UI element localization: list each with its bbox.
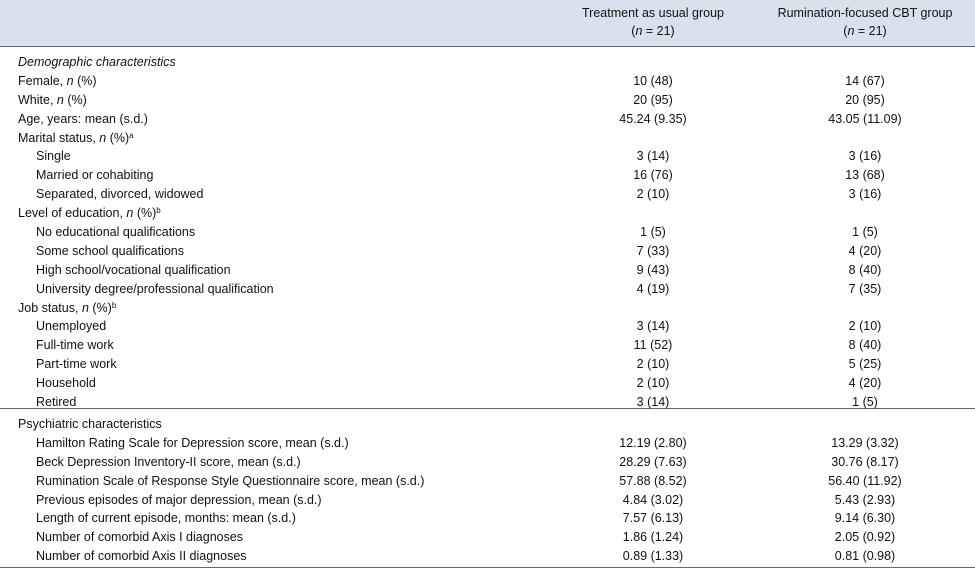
row-label xyxy=(36,261,231,280)
cell-rumination-cbt: 3 (16) xyxy=(848,187,882,202)
cell-treatment-as-usual: 45.24 (9.35) xyxy=(619,111,687,126)
row-label-text: Rumination Scale of Response Style Questionnaire score, mean (s.d.) xyxy=(36,473,425,488)
section-title: Psychiatric characteristics xyxy=(18,417,162,431)
table-row xyxy=(0,547,975,566)
n-value: 21 xyxy=(656,24,671,38)
row-label xyxy=(36,355,117,374)
column-title: Rumination-focused CBT group xyxy=(777,6,953,20)
row-label-text: Previous episodes of major depression, mean (s.d.) xyxy=(36,492,322,507)
table-row xyxy=(0,72,975,91)
cell-treatment-as-usual: 0.89 (1.33) xyxy=(622,549,684,564)
table-row xyxy=(0,261,975,280)
section-title-row xyxy=(0,53,975,72)
row-label xyxy=(18,299,116,318)
n-symbol: n xyxy=(99,130,107,145)
cell-treatment-as-usual: 7 (33) xyxy=(636,243,670,258)
table-header xyxy=(0,0,975,47)
row-label xyxy=(36,528,243,547)
row-label xyxy=(36,453,301,472)
n-symbol: n xyxy=(66,73,74,88)
row-label-suffix: (%) xyxy=(73,73,97,88)
row-label xyxy=(36,317,106,336)
cell-treatment-as-usual: 3 (14) xyxy=(636,395,670,410)
row-label xyxy=(36,280,274,299)
row-label xyxy=(36,472,424,491)
row-label-text: University degree/professional qualification xyxy=(36,281,274,296)
cell-treatment-as-usual: 4.84 (3.02) xyxy=(622,492,684,507)
row-label-text: Length of current episode, months: mean (s.d.) xyxy=(36,511,296,526)
row-label-text: Hamilton Rating Scale for Depression score, mean (s.d.) xyxy=(36,435,349,450)
row-label-text: Household xyxy=(36,376,96,391)
n-symbol: n xyxy=(847,24,855,38)
row-label xyxy=(18,204,161,223)
row-label-text: Single xyxy=(36,149,71,164)
cell-rumination-cbt: 8 (40) xyxy=(848,338,882,353)
row-label xyxy=(36,374,96,393)
row-label xyxy=(18,110,148,129)
table-row xyxy=(0,509,975,528)
row-label xyxy=(36,491,322,510)
row-label xyxy=(36,185,203,204)
section-title-row xyxy=(0,415,975,434)
row-label xyxy=(36,336,114,355)
table-row xyxy=(0,185,975,204)
cell-rumination-cbt: 4 (20) xyxy=(848,376,882,391)
row-label xyxy=(36,242,184,261)
table-row xyxy=(0,129,975,148)
cell-rumination-cbt: 1 (5) xyxy=(852,395,878,410)
row-label xyxy=(36,509,296,528)
section-demographic xyxy=(0,48,975,409)
cell-rumination-cbt: 56.40 (11.92) xyxy=(828,473,902,488)
column-sample-size: (n = 21) xyxy=(843,24,887,38)
cell-treatment-as-usual: 9 (43) xyxy=(636,262,670,277)
table-row xyxy=(0,434,975,453)
section-rows xyxy=(0,53,975,412)
row-label xyxy=(36,166,153,185)
cell-rumination-cbt: 1 (5) xyxy=(852,225,878,240)
row-label-suffix: (%) xyxy=(133,206,157,221)
row-label-text: Full-time work xyxy=(36,338,114,353)
cell-treatment-as-usual: 1.86 (1.24) xyxy=(622,530,684,545)
column-sample-size: (n = 21) xyxy=(631,24,675,38)
row-label-suffix: (%) xyxy=(63,92,87,107)
table-row xyxy=(0,223,975,242)
table-row xyxy=(0,204,975,223)
cell-treatment-as-usual: 7.57 (6.13) xyxy=(622,511,684,526)
table-row xyxy=(0,110,975,129)
cell-rumination-cbt: 43.05 (11.09) xyxy=(828,111,902,126)
cell-treatment-as-usual: 3 (14) xyxy=(636,319,670,334)
row-label-text: Some school qualifications xyxy=(36,243,184,258)
cell-rumination-cbt: 2.05 (0.92) xyxy=(834,530,896,545)
footnote-marker: a xyxy=(129,130,134,140)
table-row xyxy=(0,91,975,110)
table-row xyxy=(0,374,975,393)
row-label xyxy=(18,91,87,110)
row-label xyxy=(18,72,97,91)
row-label-text: White, xyxy=(18,92,57,107)
cell-treatment-as-usual: 11 (52) xyxy=(633,338,673,353)
table-row xyxy=(0,147,975,166)
cell-treatment-as-usual: 12.19 (2.80) xyxy=(619,435,687,450)
cell-treatment-as-usual: 20 (95) xyxy=(633,92,673,107)
cell-rumination-cbt: 9.14 (6.30) xyxy=(834,511,896,526)
cell-treatment-as-usual: 57.88 (8.52) xyxy=(619,473,687,488)
cell-rumination-cbt: 20 (95) xyxy=(845,92,885,107)
n-symbol: n xyxy=(56,92,64,107)
row-label-text: Beck Depression Inventory-II score, mean (s.d.) xyxy=(36,454,301,469)
cell-rumination-cbt: 14 (67) xyxy=(845,73,885,88)
cell-rumination-cbt: 8 (40) xyxy=(848,262,882,277)
row-label-text: Part-time work xyxy=(36,357,117,372)
n-equals: = xyxy=(854,24,869,38)
footnote-marker: b xyxy=(156,206,161,216)
table-row xyxy=(0,242,975,261)
row-label-text: High school/vocational qualification xyxy=(36,262,231,277)
row-label-suffix: (%) xyxy=(88,300,112,315)
table-row xyxy=(0,528,975,547)
table-row xyxy=(0,317,975,336)
cell-rumination-cbt: 3 (16) xyxy=(848,149,882,164)
cell-rumination-cbt: 13.29 (3.32) xyxy=(831,435,899,450)
column-header-rumination-cbt xyxy=(760,4,970,40)
row-label-text: Marital status, xyxy=(18,130,100,145)
table-row xyxy=(0,491,975,510)
cell-treatment-as-usual: 1 (5) xyxy=(640,225,666,240)
row-label-text: Unemployed xyxy=(36,319,107,334)
table-row xyxy=(0,472,975,491)
table-row xyxy=(0,355,975,374)
cell-treatment-as-usual: 3 (14) xyxy=(636,149,670,164)
row-label-text: Separated, divorced, widowed xyxy=(36,187,204,202)
table-row xyxy=(0,336,975,355)
cell-rumination-cbt: 5 (25) xyxy=(848,357,882,372)
cell-treatment-as-usual: 2 (10) xyxy=(636,187,670,202)
row-label xyxy=(36,547,247,566)
column-title: Treatment as usual group xyxy=(582,6,724,20)
n-symbol: n xyxy=(81,300,89,315)
table-row xyxy=(0,280,975,299)
cell-treatment-as-usual: 16 (76) xyxy=(633,168,673,183)
row-label xyxy=(36,147,71,166)
row-label-text: Age, years: mean (s.d.) xyxy=(18,111,148,126)
row-label-text: Number of comorbid Axis II diagnoses xyxy=(36,549,247,564)
cell-rumination-cbt: 30.76 (8.17) xyxy=(831,454,899,469)
cell-treatment-as-usual: 28.29 (7.63) xyxy=(619,454,687,469)
row-label-text: Level of education, xyxy=(18,206,127,221)
row-label-text: Job status, xyxy=(18,300,82,315)
section-title: Demographic characteristics xyxy=(18,55,176,69)
row-label-text: No educational qualifications xyxy=(36,225,196,240)
cell-rumination-cbt: 4 (20) xyxy=(848,243,882,258)
section-rows xyxy=(0,415,975,566)
cell-treatment-as-usual: 4 (19) xyxy=(636,281,670,296)
n-value: 21 xyxy=(868,24,883,38)
cell-rumination-cbt: 13 (68) xyxy=(845,168,885,183)
row-label-text: Retired xyxy=(36,395,77,410)
cell-rumination-cbt: 5.43 (2.93) xyxy=(834,492,896,507)
row-label-text: Number of comorbid Axis I diagnoses xyxy=(36,530,244,545)
row-label xyxy=(36,223,195,242)
row-label xyxy=(36,434,349,453)
table-row xyxy=(0,299,975,318)
cell-rumination-cbt: 2 (10) xyxy=(848,319,882,334)
row-label-text: Female, xyxy=(18,73,67,88)
table-row xyxy=(0,166,975,185)
cell-treatment-as-usual: 10 (48) xyxy=(633,73,673,88)
column-header-treatment-as-usual xyxy=(568,4,738,40)
row-label xyxy=(18,129,134,148)
section-psychiatric xyxy=(0,410,975,568)
n-symbol: n xyxy=(126,206,134,221)
cell-treatment-as-usual: 2 (10) xyxy=(636,376,670,391)
cell-rumination-cbt: 7 (35) xyxy=(848,281,882,296)
row-label-text: Married or cohabiting xyxy=(36,168,154,183)
footnote-marker: b xyxy=(111,300,117,310)
cell-treatment-as-usual: 2 (10) xyxy=(636,357,670,372)
n-symbol: n xyxy=(635,24,643,38)
table-row xyxy=(0,453,975,472)
row-label-suffix: (%) xyxy=(106,130,130,145)
cell-rumination-cbt: 0.81 (0.98) xyxy=(834,549,896,564)
n-equals: = xyxy=(642,24,657,38)
